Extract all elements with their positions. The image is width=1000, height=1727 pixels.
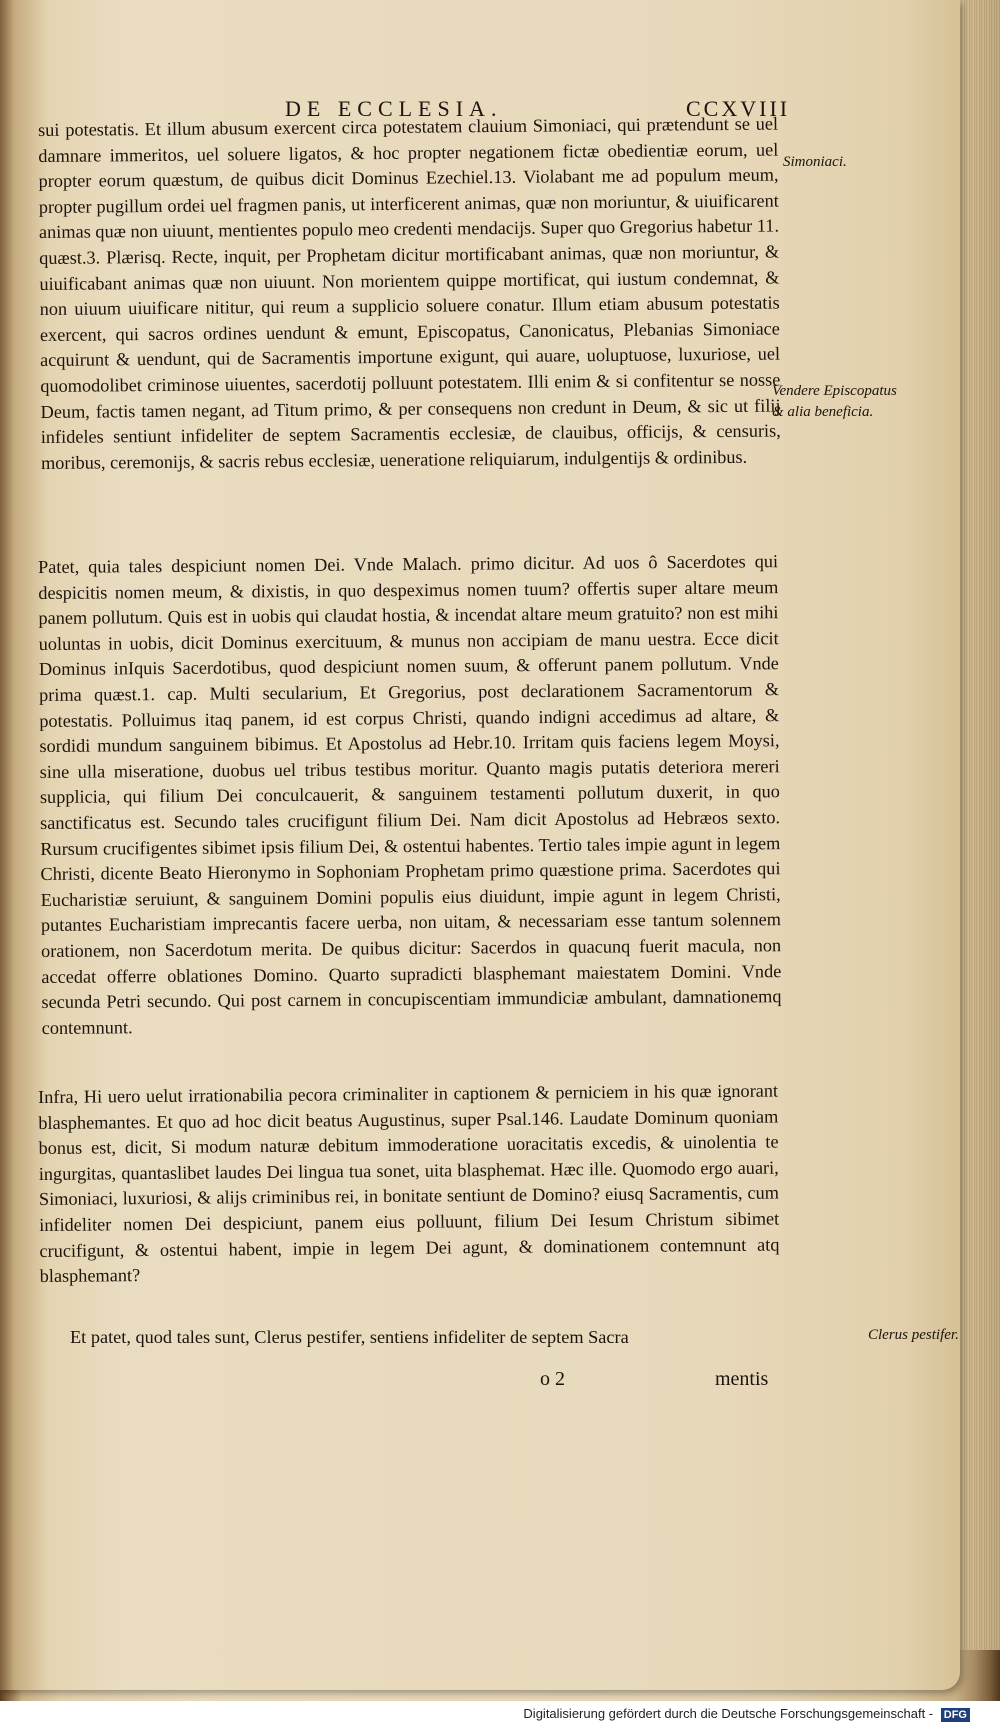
paragraph-text: Infra, Hi uero uelut irrationabilia pecora criminaliter in captionem & perniciem in his quæ ignorant blasphemantes. Et quo ad hoc dicit beatus Augustinus, super Psal.146. Laudate Dominum quoniam bonus est, dicit, Si modum naturæ debitum immoderatione uoracitatis excedis, & uinolentia te ingurgitas, quantaslibet laudes Dei lingua tua sonet, uita blasphemat. Hæc ille. Quomodo ergo auari, Simoniaci, luxuriosi, & alijs criminibus rei, in bonitate sentiunt de Domino? eiusq Sacramentis, cum infideliter nomen Dei despiciunt, panem eius polluunt, filium Dei Iesum Christum sibimet crucifigunt, & ostentui habent, impie in legem Dei agunt, & dominationem contemnunt atq blasphemant? bbox=[38, 1080, 780, 1287]
paragraph-1 bbox=[38, 112, 781, 477]
paragraph-text: Et patet, quod tales sunt, Clerus pestifer, sentiens infideliter de septem Sacra bbox=[70, 1327, 629, 1347]
margin-note-clerus: Clerus pestifer. bbox=[868, 1327, 959, 1343]
folio-number: CCXVIII bbox=[686, 96, 791, 121]
margin-note-simoniaci: Simoniaci. bbox=[783, 154, 847, 170]
paragraph-2 bbox=[38, 549, 782, 1041]
margin-note-vendere: Vendere Episcopatus & alia beneficia. bbox=[772, 383, 897, 420]
paragraph-4 bbox=[70, 1325, 870, 1351]
digitization-footer bbox=[0, 1701, 1000, 1727]
page-edges bbox=[960, 0, 1000, 1650]
paragraph-text: Patet, quia tales despiciunt nomen Dei. Vnde Malach. primo dicitur. Ad uos ô Sacerdotes qui despicitis nomen meum, & dixistis, in quo despeximus nomen tuum? offertis super altare meum panem pollutum. Quis est in uobis qui claudat hostia, & incendat altare meum gratuito? non est mihi uoluntas in uobis, dicit Dominus exercituum, & munus non accipiam de manu uestra. Ecce dicit Dominus inIquis Sacerdotibus, quod despiciunt nomen suum, & offerunt panem pollutum. Vnde prima quæst.1. cap. Multi secularium, Et Gregorius, post declarationem Sacramentorum & potestatis. Polluimus itaq panem, id est corpus Christi, quando indigni accedimus ad altare, & sordidi mundum sanguinem bibimus. Et Apostolus ad Hebr.10. Irritam quis faciens legem Moysi, sine ulla miseratione, duobus uel tribus testibus moritur. Quanto magis putatis deteriora mereri supplicia, qui filium Dei conculcauerit, & sanguinem testamenti pollutum duxerit, in quo sanctificatus est. Secundo tales crucifigunt filium Dei. Nam dicit Apostolus ad Hebræos sexto. Rursum crucifigentes sibimet ipsis filium Dei, & ostentui habentes. Tertio tales impie agunt in legem Christi, dicente Beato Hieronymo in Sophoniam Prophetam primo quæstione prima. Sacerdotes qui Eucharistiæ seruiunt, & sanguinem Domini populis eius diuidunt, impie agunt in legem Christi, putantes Eucharistiam imprecantis facere uerba, non uitam, & necessariam esse tantum solennem orationem, non Sacerdotum merita. De quibus dicitur: Sacerdos in quacunq fuerit macula, non accedat offerre oblationes Domino. Quarto supradicti blasphemant maiestatem Domini. Vnde secunda Petri secundo. Qui post carnem in concupiscentiam immundiciæ ambulant, damnationemq contemnunt. bbox=[38, 551, 782, 1038]
catchword: mentis bbox=[715, 1368, 769, 1390]
footer-credit bbox=[523, 1706, 970, 1722]
running-title: DE ECCLESIA. bbox=[285, 96, 503, 121]
signature-mark: o 2 bbox=[540, 1368, 565, 1390]
paragraph-3 bbox=[38, 1079, 780, 1290]
paragraph-text: sui potestatis. Et illum abusum exercent circa potestatem clauium Simoniaci, qui prætendunt se uel damnare immeritos, uel soluere ligatos, & hoc propter negationem fictæ obedientiæ eorum, uel propter eorum quæstum, de quibus dicit Dominus Ezechiel.13. Violabant me ad populum meum, propter pugillum ordei uel fragmen panis, ut interficerent animas, quæ non moriuntur, & uiuificarent animas quæ non uiuunt, mentientes populo meo credenti mendacijs. Super quo Gregorius habetur 11. quæst.3. Plærisq. Recte, inquit, per Prophetam dicitur mortificabant animas, quæ non moriuntur, & uiuificabant animas quæ non uiuunt. Non morientem quippe mortificat, qui iustum condemnat, & non uiuum uiuificare nititur, qui reum a supplicio soluere conatur. Illum etiam abusum potestatis exercent, qui sacros ordines uendunt & emunt, Episcopatus, Canonicatus, Plebanias Simoniace acquirunt & uendunt, qui de Sacramentis importune exigunt, qui auare, uoluptuose, luxuriose, uel quomodolibet criminose uiuentes, sacerdotij polluunt potestatem. Illi enim & si confitentur se nosse Deum, factis tamen negant, ad Titum primo, & per consequens non credunt in Deum, & sic ut filij infideles sentiunt infideliter de septem Sacramentis ecclesiæ, de clauibus, officijs, & censuris, moribus, ceremonijs, & sacris rebus ecclesiæ, ueneratione reliquiarum, indulgentijs & ordinibus. bbox=[38, 113, 781, 473]
dfg-logo: DFG bbox=[941, 1708, 970, 1722]
footer-credit-text: Digitalisierung gefördert durch die Deutsche Forschungsgemeinschaft - bbox=[523, 1706, 934, 1721]
